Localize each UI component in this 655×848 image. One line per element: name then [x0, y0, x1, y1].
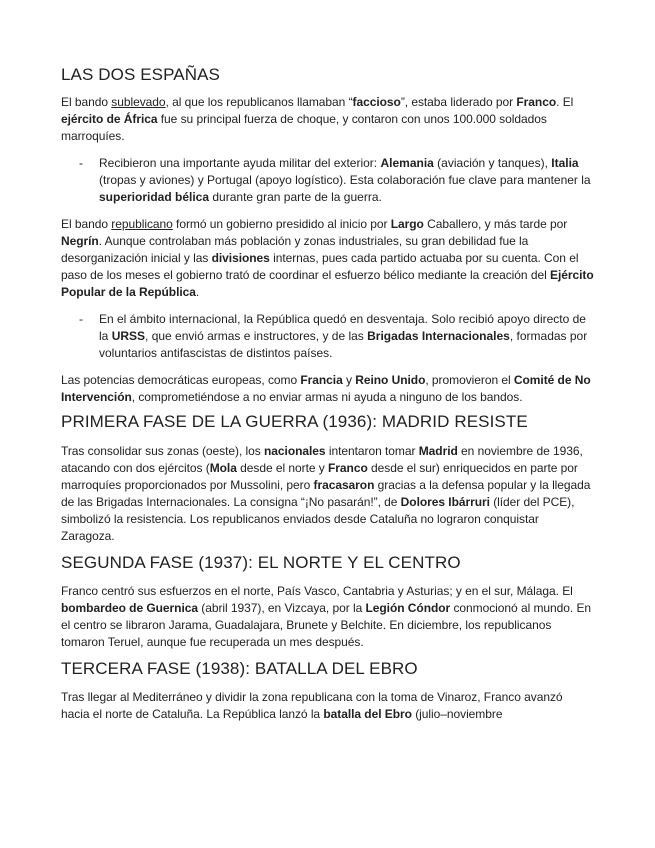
text-run: (tropas y aviones) y Portugal (apoyo logístico). Esta colaboración fue clave para mantener la	[99, 173, 591, 187]
text-run: Tras consolidar sus zonas (oeste), los	[61, 444, 265, 458]
bold-term: Largo	[390, 217, 424, 231]
text-run: intentaron tomar	[325, 444, 419, 458]
bold-term: Ejército Popular de la República	[61, 268, 594, 299]
dash-bullet: -	[79, 312, 83, 326]
text-run: formó un gobierno presidido al inicio por	[172, 217, 391, 231]
bold-term: bombardeo de Guernica	[61, 601, 198, 615]
text-run: durante gran parte de la guerra.	[209, 190, 382, 204]
list-item-ambito-internacional	[61, 311, 594, 362]
bold-term: Dolores Ibárruri	[400, 495, 490, 509]
bold-term: Legión Cóndor	[365, 601, 451, 615]
list-item-ayuda-exterior	[61, 155, 594, 206]
bold-term: Negrín	[61, 234, 99, 248]
bold-term: divisiones	[211, 251, 270, 265]
bold-term: URSS	[111, 329, 146, 343]
text-run: El bando	[61, 95, 112, 109]
paragraph-bando-republicano	[61, 216, 594, 301]
text-run: conmocionó al mundo. En el centro se libraron Jarama, Guadalajara, Brunete y Belchite. En diciembre, los republicanos tomaron Teruel, aunque fue recuperada un mes después.	[61, 601, 592, 649]
paragraph-no-intervencion	[61, 372, 594, 406]
text-run: desde el sur) enriquecidos en parte por marroquíes proporcionados por Mussolini, pero	[61, 461, 578, 492]
heading-las-dos-espanas: LAS DOS ESPAÑAS	[61, 65, 220, 84]
bold-term: Brigadas Internacionales	[367, 329, 510, 343]
bold-term: Franco	[516, 95, 557, 109]
bold-term: Franco	[328, 461, 368, 475]
text-run: , al que los republicanos llamaban “	[165, 95, 353, 109]
text-run: ”, estaba liderado por	[400, 95, 517, 109]
text-run: , promovieron el	[425, 373, 514, 387]
underlined-term: sublevado	[111, 95, 166, 109]
text-run: Franco centró sus esfuerzos en el norte, País Vasco, Cantabria y Asturias; y en el sur, Málaga. El	[61, 584, 573, 598]
text-run: . Aunque controlaban más población y zonas industriales, su gran debilidad fue la desorganización inicial y las	[61, 234, 529, 265]
text-run: (abril 1937), en Vizcaya, por la	[197, 601, 366, 615]
heading-primera-fase: PRIMERA FASE DE LA GUERRA (1936): MADRID RESISTE	[61, 412, 528, 431]
bold-term: superioridad bélica	[99, 190, 210, 204]
text-run: gracias a la defensa popular y la llegada de las Brigadas Internacionales. La consigna “¡No pasarán!”, de	[61, 478, 591, 509]
paragraph-bando-sublevado	[61, 94, 594, 145]
text-run: y	[342, 373, 356, 387]
text-run: en noviembre de 1936, atacando con dos ejércitos (	[61, 444, 583, 475]
paragraph-batalla-ebro	[61, 689, 594, 723]
text-run: El bando	[61, 217, 112, 231]
bold-term: ejército de África	[61, 112, 158, 126]
paragraph-norte-centro	[61, 583, 594, 651]
underlined-term: republicano	[111, 217, 173, 231]
text-run: Recibieron una importante ayuda militar del exterior:	[99, 156, 381, 170]
bold-term: Francia	[300, 373, 343, 387]
document-page	[61, 64, 594, 723]
bold-term: fracasaron	[313, 478, 375, 492]
text-run: internas, pues cada partido actuaba por su cuenta. Con el paso de los meses el gobierno trató de coordinar el esfuerzo bélico mediante la creación del	[61, 251, 579, 282]
dash-bullet: -	[79, 156, 83, 170]
text-run: (julio–noviembre	[411, 707, 503, 721]
bold-term: faccioso	[352, 95, 401, 109]
bold-term: Italia	[551, 156, 579, 170]
bold-term: Alemania	[380, 156, 434, 170]
text-run: (aviación y tanques),	[433, 156, 552, 170]
bold-term: Mola	[209, 461, 237, 475]
bold-term: nacionales	[264, 444, 326, 458]
bullet-list	[61, 155, 594, 206]
bold-term: Comité de No Intervención	[61, 373, 591, 404]
text-run: , formadas por voluntarios antifascistas de distintos países.	[99, 329, 588, 360]
paragraph-madrid-resiste	[61, 443, 594, 545]
heading-segunda-fase: SEGUNDA FASE (1937): EL NORTE Y EL CENTRO	[61, 553, 461, 572]
text-run: Caballero, y más tarde por	[423, 217, 568, 231]
bold-term: Madrid	[418, 444, 458, 458]
heading-tercera-fase: TERCERA FASE (1938): BATALLA DEL EBRO	[61, 659, 418, 678]
bold-term: Reino Unido	[355, 373, 426, 387]
bold-term: batalla del Ebro	[323, 707, 412, 721]
text-run: Las potencias democráticas europeas, como	[61, 373, 301, 387]
text-run: fue su principal fuerza de choque, y contaron con unos 100.000 soldados marroquíes.	[61, 112, 547, 143]
text-run: (líder del PCE), simbolizó la resistencia. Los republicanos enviados desde Cataluña no lograron conquistar Zaragoza.	[61, 495, 575, 543]
bullet-list	[61, 311, 594, 362]
text-run: desde el norte y	[236, 461, 329, 475]
text-run: Tras llegar al Mediterráneo y dividir la zona republicana con la toma de Vinaroz, Franco avanzó hacia el norte de Cataluña. La República lanzó la	[61, 690, 563, 721]
text-run: , que envió armas e instructores, y de las	[145, 329, 368, 343]
text-run: . El	[556, 95, 574, 109]
text-run: En el ámbito internacional, la República quedó en desventaja. Solo recibió apoyo directo de la	[99, 312, 586, 343]
text-run: .	[195, 285, 200, 299]
text-run: , comprometiéndose a no enviar armas ni ayuda a ninguno de los bandos.	[131, 390, 523, 404]
